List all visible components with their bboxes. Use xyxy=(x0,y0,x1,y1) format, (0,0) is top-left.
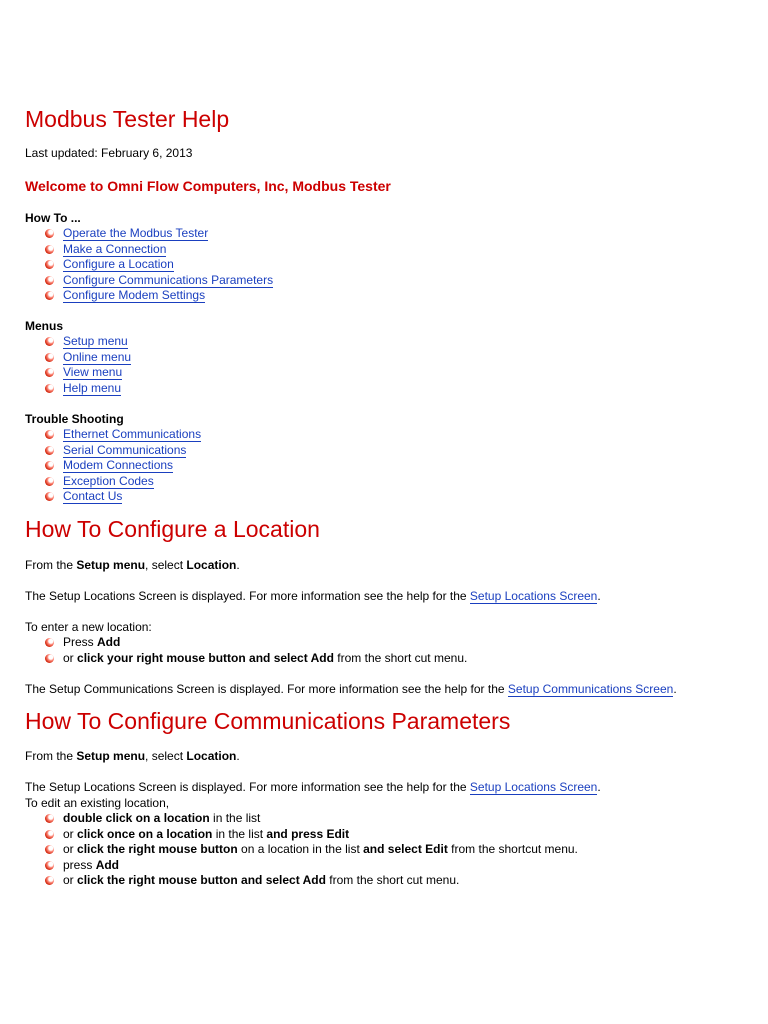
last-updated: Last updated: February 6, 2013 xyxy=(25,146,193,160)
list-item xyxy=(45,273,273,289)
bullet-icon xyxy=(45,368,54,377)
bullet-icon xyxy=(45,814,54,823)
list-item xyxy=(45,873,578,889)
bullet-icon xyxy=(45,276,54,285)
link-configure-modem[interactable]: Configure Modem Settings xyxy=(63,288,206,302)
howto-label: How To ... xyxy=(25,211,81,225)
bullet-icon xyxy=(45,461,54,470)
text-run: press xyxy=(63,857,96,872)
link-help-menu[interactable]: Help menu xyxy=(63,380,122,395)
link-ethernet-communications[interactable]: Ethernet Communications xyxy=(63,427,202,441)
bullet-icon xyxy=(45,830,54,839)
link-setup-communications-screen[interactable]: Setup Communications Screen xyxy=(507,682,674,696)
bullet-icon xyxy=(45,654,54,663)
menus-label: Menus xyxy=(25,319,64,333)
list-item xyxy=(45,242,273,258)
list-item xyxy=(45,226,273,242)
text-run: from the short cut menu. xyxy=(333,650,468,665)
link-make-connection[interactable]: Make a Connection xyxy=(63,241,167,256)
list-item xyxy=(45,257,273,273)
text-run: from the shortcut menu. xyxy=(447,842,578,856)
welcome-heading: Welcome to Omni Flow Computers, Inc, Modbus Tester xyxy=(25,178,391,194)
link-setup-locations-screen-2[interactable]: Setup Locations Screen xyxy=(469,780,598,794)
list-item xyxy=(45,443,201,459)
text-run: . xyxy=(236,749,240,763)
trouble-label: Trouble Shooting xyxy=(25,412,124,426)
bullet-icon xyxy=(45,291,54,300)
text-run: The Setup Locations Screen is displayed. For more information see the help for the xyxy=(25,780,470,794)
list-item xyxy=(45,458,201,474)
location-paragraph-4 xyxy=(25,682,677,696)
bullet-icon xyxy=(45,492,54,501)
bullet-icon xyxy=(45,260,54,269)
bullet-icon xyxy=(45,446,54,455)
bullet-icon xyxy=(45,845,54,854)
page-title: Modbus Tester Help xyxy=(25,106,230,132)
bullet-icon xyxy=(45,638,54,647)
text-run-bold: Setup menu xyxy=(76,749,146,763)
bullet-icon xyxy=(45,353,54,362)
bullet-icon xyxy=(45,229,54,238)
bullet-icon xyxy=(45,337,54,346)
list-item xyxy=(45,811,578,827)
bullet-icon xyxy=(45,384,54,393)
text-run-bold: Add xyxy=(95,857,120,872)
trouble-list xyxy=(45,427,201,505)
text-run: Press xyxy=(63,635,98,649)
list-item xyxy=(45,635,467,651)
text-run-bold: and select Edit xyxy=(363,842,448,856)
list-item xyxy=(45,858,578,874)
location-paragraph-2 xyxy=(25,589,601,603)
link-exception-codes[interactable]: Exception Codes xyxy=(63,473,154,488)
link-configure-location[interactable]: Configure a Location xyxy=(63,257,174,271)
text-run: in the list xyxy=(212,826,267,841)
text-run: The Setup Communications Screen is displayed. For more information see the help for the xyxy=(25,682,508,696)
list-item xyxy=(45,842,578,858)
link-setup-menu[interactable]: Setup menu xyxy=(63,334,128,348)
text-run: . xyxy=(673,682,677,696)
link-modem-connections[interactable]: Modem Connections xyxy=(63,458,174,472)
text-run-bold: Add xyxy=(97,635,121,649)
text-run: . xyxy=(236,558,240,572)
text-run-bold: double click on a location xyxy=(63,811,210,825)
bullet-icon xyxy=(45,876,54,885)
text-run-bold: click your right mouse button and select Add xyxy=(77,650,334,665)
text-run-bold: Location xyxy=(186,749,237,763)
text-run: from the short cut menu. xyxy=(325,873,460,887)
link-online-menu[interactable]: Online menu xyxy=(63,349,132,364)
comm-paragraph-3: To edit an existing location, xyxy=(25,796,170,810)
bullet-icon xyxy=(45,861,54,870)
list-item xyxy=(45,288,273,304)
bullet-icon xyxy=(45,430,54,439)
text-run-bold: Location xyxy=(186,558,237,572)
text-run: or xyxy=(63,826,78,841)
list-item xyxy=(45,427,201,443)
configure-communications-heading: How To Configure Communications Parameters xyxy=(25,708,511,734)
menus-list xyxy=(45,334,131,396)
text-run-bold: click once on a location xyxy=(77,826,213,841)
link-configure-communications[interactable]: Configure Communications Parameters xyxy=(63,272,274,287)
text-run: or xyxy=(63,842,78,856)
list-item xyxy=(45,381,131,397)
text-run: . xyxy=(597,589,601,603)
list-item xyxy=(45,365,131,381)
text-run-bold: click the right mouse button and select Add xyxy=(77,873,326,887)
bullet-icon xyxy=(45,477,54,486)
howto-list xyxy=(45,226,273,304)
list-item xyxy=(45,350,131,366)
link-serial-communications[interactable]: Serial Communications xyxy=(63,442,187,457)
text-run-bold: and press Edit xyxy=(266,826,350,841)
bullet-icon xyxy=(45,245,54,254)
link-setup-locations-screen[interactable]: Setup Locations Screen xyxy=(469,589,598,603)
text-run-bold: Setup menu xyxy=(76,558,146,572)
list-item xyxy=(45,334,131,350)
text-run: . xyxy=(597,780,601,794)
text-run: or xyxy=(63,650,78,665)
list-item xyxy=(45,489,201,505)
text-run: on a location in the list xyxy=(237,842,364,856)
list-item xyxy=(45,827,578,843)
text-run: , select xyxy=(145,558,187,572)
text-run: The Setup Locations Screen is displayed. For more information see the help for the xyxy=(25,589,470,603)
list-item xyxy=(45,474,201,490)
link-operate-modbus-tester[interactable]: Operate the Modbus Tester xyxy=(63,226,209,240)
configure-location-heading: How To Configure a Location xyxy=(25,516,320,542)
text-run-bold: click the right mouse button xyxy=(77,842,238,856)
text-run: From the xyxy=(25,558,77,572)
location-paragraph-3: To enter a new location: xyxy=(25,620,152,634)
text-run: or xyxy=(63,873,78,887)
location-paragraph-1 xyxy=(25,558,240,572)
text-run: , select xyxy=(145,749,187,763)
text-run: From the xyxy=(25,749,77,763)
text-run: in the list xyxy=(209,811,261,825)
comm-paragraph-2 xyxy=(25,780,601,794)
link-contact-us[interactable]: Contact Us xyxy=(63,489,123,503)
comm-steps-list xyxy=(45,811,578,889)
link-view-menu[interactable]: View menu xyxy=(63,365,123,379)
location-steps-list xyxy=(45,635,467,666)
list-item xyxy=(45,651,467,667)
comm-paragraph-1 xyxy=(25,749,240,763)
